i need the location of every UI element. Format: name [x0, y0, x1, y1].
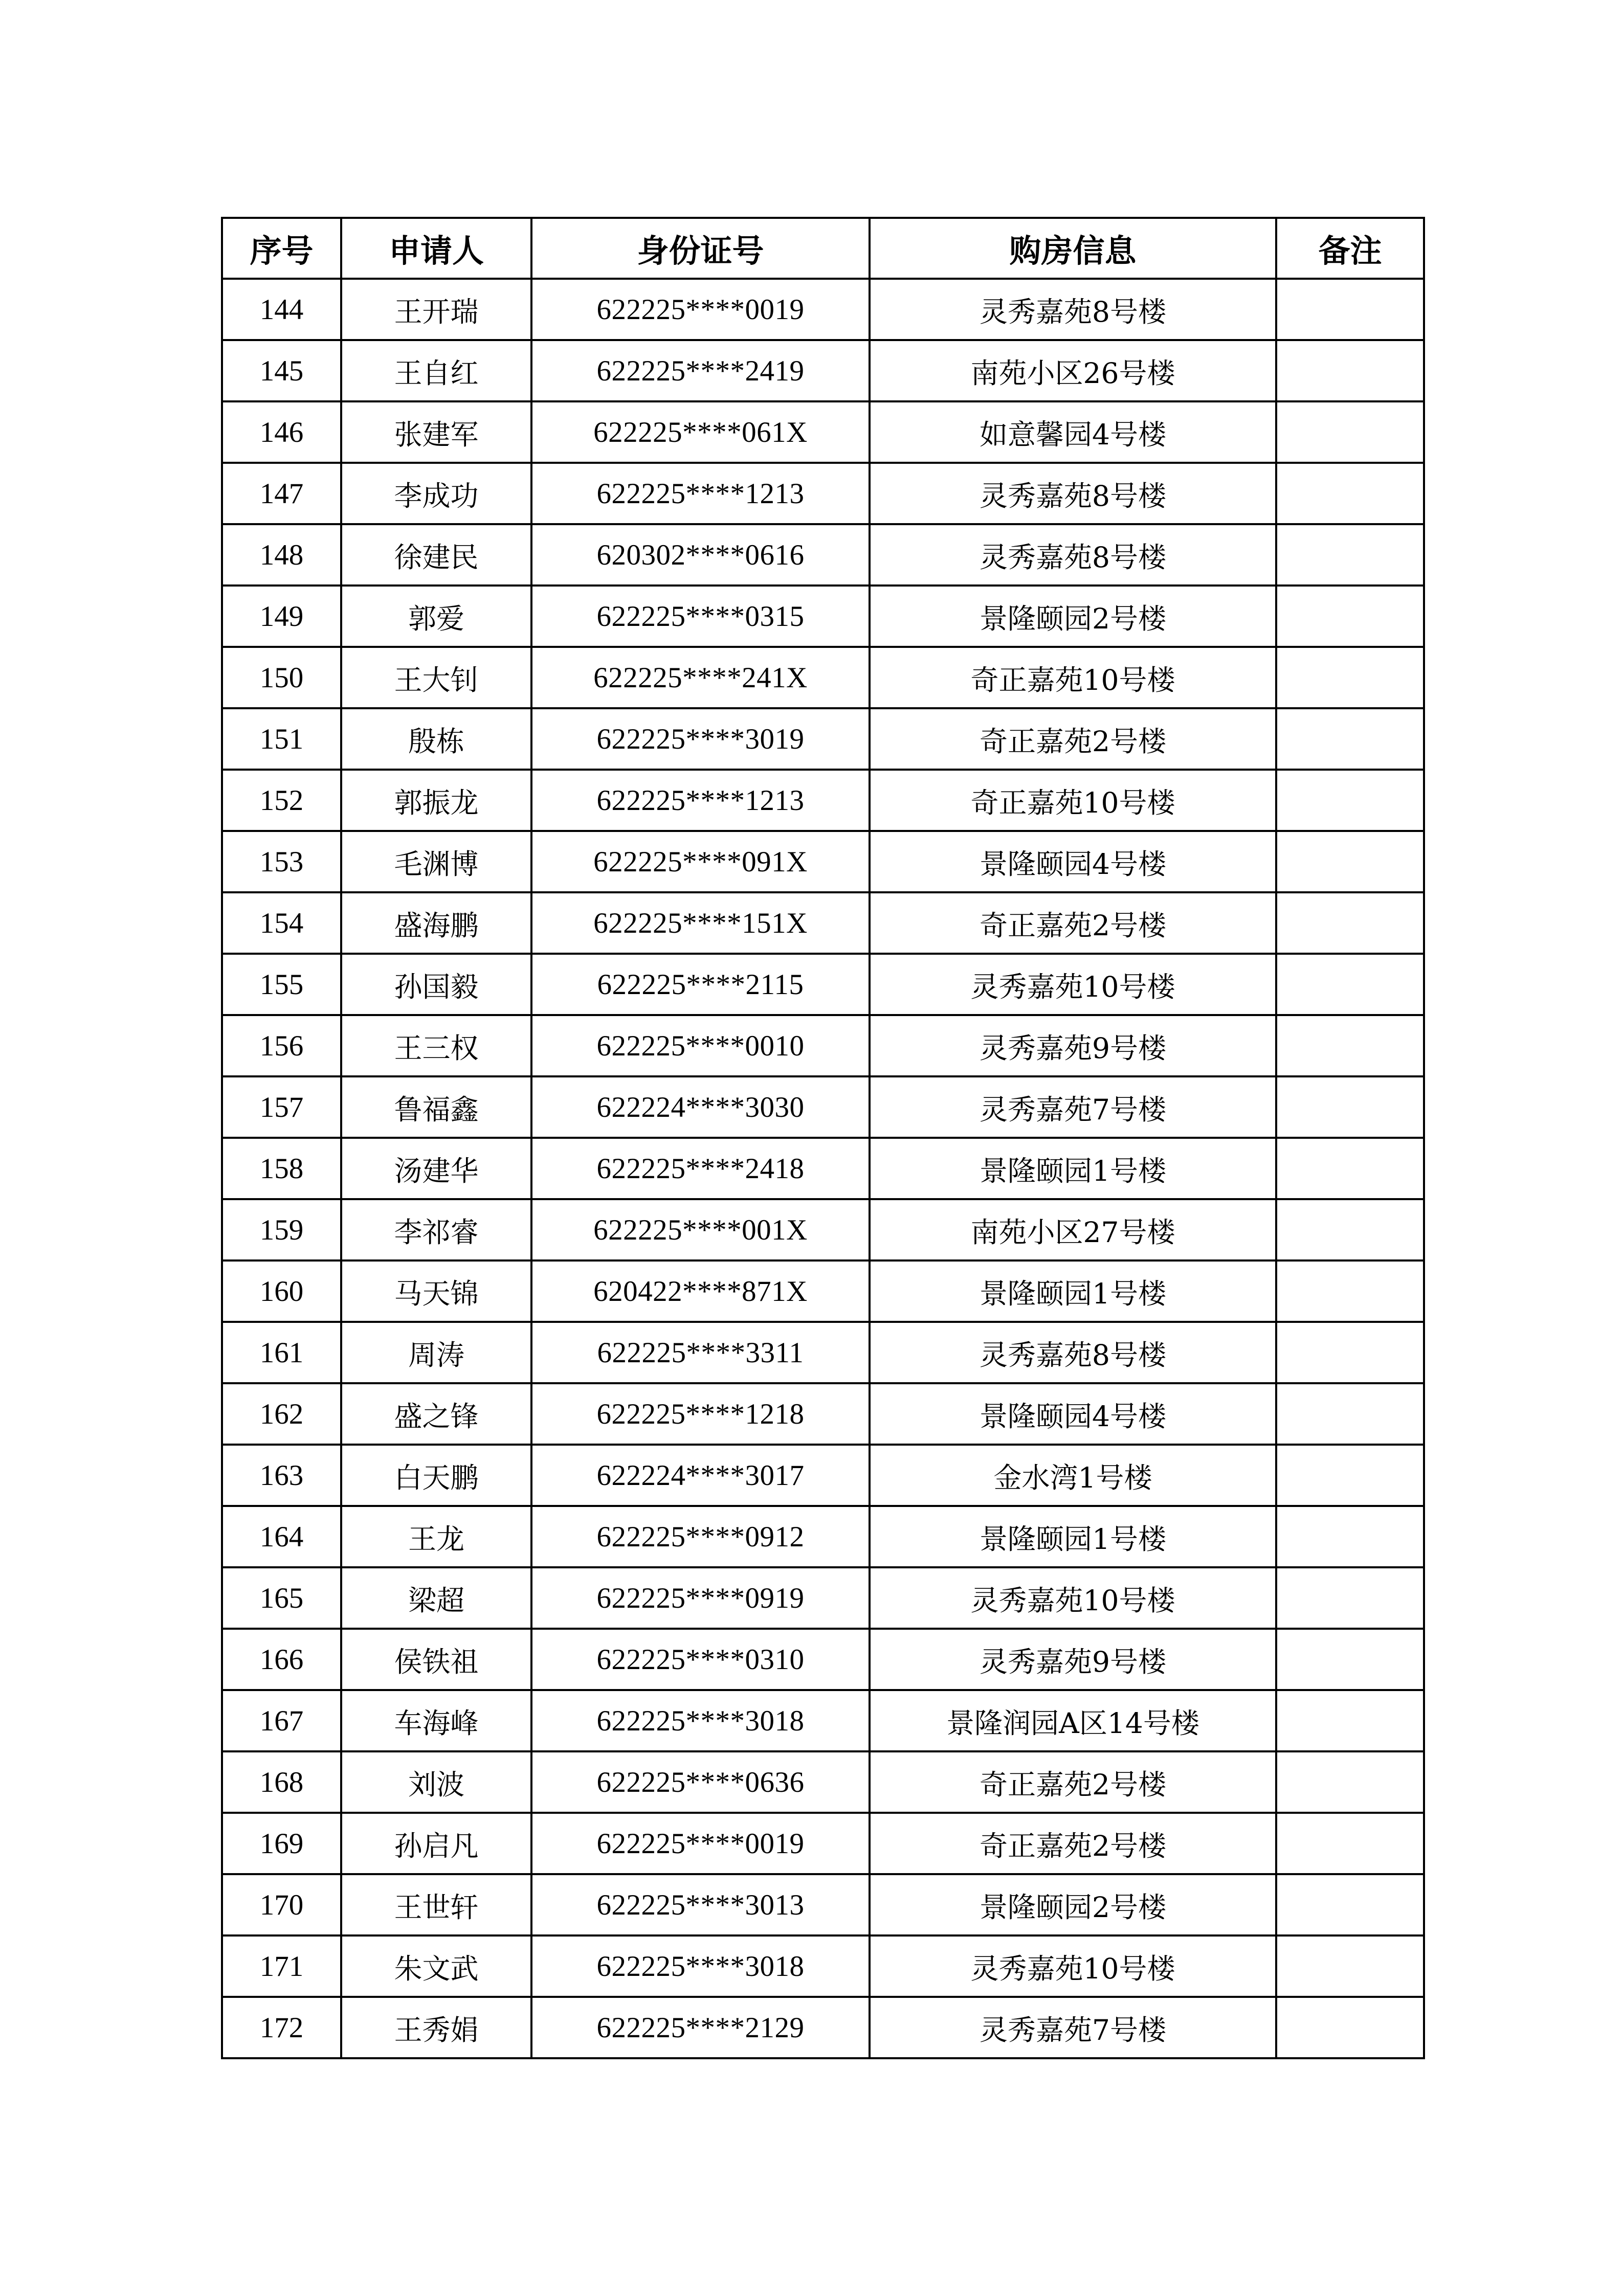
table-row	[222, 340, 1424, 401]
remarks-cell	[1276, 892, 1424, 954]
remarks-cell	[1276, 647, 1424, 708]
table-row	[222, 1445, 1424, 1506]
table-row	[222, 524, 1424, 586]
purchase-info-cell: 灵秀嘉苑9号楼	[870, 1015, 1276, 1076]
purchase-info-cell: 景隆颐园4号楼	[870, 831, 1276, 892]
id-number-cell: 622225****0912	[531, 1506, 870, 1567]
serial-number-cell: 169	[222, 1813, 341, 1874]
table-row	[222, 1138, 1424, 1199]
applicant-name-cell: 王大钊	[341, 647, 531, 708]
id-number-cell: 622225****3018	[531, 1935, 870, 1997]
remarks-cell	[1276, 708, 1424, 770]
id-number-cell: 622224****3017	[531, 1445, 870, 1506]
applicant-name-cell: 盛海鹏	[341, 892, 531, 954]
table-row	[222, 1322, 1424, 1383]
id-number-cell: 622225****0019	[531, 1813, 870, 1874]
serial-number-cell: 146	[222, 401, 341, 463]
purchase-info-cell: 灵秀嘉苑8号楼	[870, 524, 1276, 586]
applicant-name-cell: 王世轩	[341, 1874, 531, 1935]
remarks-cell	[1276, 1322, 1424, 1383]
remarks-cell	[1276, 1813, 1424, 1874]
remarks-cell	[1276, 1567, 1424, 1629]
id-number-cell: 622225****0919	[531, 1567, 870, 1629]
purchase-info-cell: 景隆颐园1号楼	[870, 1138, 1276, 1199]
serial-number-cell: 156	[222, 1015, 341, 1076]
table-row	[222, 1751, 1424, 1813]
applicant-name-cell: 毛渊博	[341, 831, 531, 892]
applicant-name-cell: 张建军	[341, 401, 531, 463]
table-row	[222, 708, 1424, 770]
id-number-cell: 622225****1213	[531, 463, 870, 524]
remarks-cell	[1276, 1997, 1424, 2058]
id-number-cell: 622225****0315	[531, 586, 870, 647]
id-number-cell: 622225****3019	[531, 708, 870, 770]
id-number-cell: 622225****061X	[531, 401, 870, 463]
applicant-name-cell: 车海峰	[341, 1690, 531, 1751]
serial-number-cell: 147	[222, 463, 341, 524]
remarks-cell	[1276, 1506, 1424, 1567]
purchase-info-cell: 灵秀嘉苑7号楼	[870, 1076, 1276, 1138]
purchase-info-cell: 南苑小区27号楼	[870, 1199, 1276, 1260]
purchase-info-cell: 灵秀嘉苑10号楼	[870, 954, 1276, 1015]
header-remarks: 备注	[1276, 218, 1424, 279]
purchase-info-cell: 灵秀嘉苑8号楼	[870, 463, 1276, 524]
table-row	[222, 1567, 1424, 1629]
id-number-cell: 622225****0636	[531, 1751, 870, 1813]
purchase-info-cell: 景隆颐园1号楼	[870, 1506, 1276, 1567]
purchase-info-cell: 奇正嘉苑2号楼	[870, 892, 1276, 954]
serial-number-cell: 145	[222, 340, 341, 401]
serial-number-cell: 150	[222, 647, 341, 708]
table-row	[222, 1199, 1424, 1260]
id-number-cell: 622225****091X	[531, 831, 870, 892]
serial-number-cell: 152	[222, 770, 341, 831]
remarks-cell	[1276, 1015, 1424, 1076]
id-number-cell: 622225****1218	[531, 1383, 870, 1445]
applicant-name-cell: 孙启凡	[341, 1813, 531, 1874]
applicant-name-cell: 鲁福鑫	[341, 1076, 531, 1138]
remarks-cell	[1276, 1874, 1424, 1935]
serial-number-cell: 166	[222, 1629, 341, 1690]
serial-number-cell: 170	[222, 1874, 341, 1935]
remarks-cell	[1276, 831, 1424, 892]
remarks-cell	[1276, 1445, 1424, 1506]
id-number-cell: 620302****0616	[531, 524, 870, 586]
serial-number-cell: 161	[222, 1322, 341, 1383]
serial-number-cell: 148	[222, 524, 341, 586]
applicant-name-cell: 白天鹏	[341, 1445, 531, 1506]
applicant-name-cell: 王秀娟	[341, 1997, 531, 2058]
id-number-cell: 622225****001X	[531, 1199, 870, 1260]
serial-number-cell: 159	[222, 1199, 341, 1260]
id-number-cell: 622225****0010	[531, 1015, 870, 1076]
table-row	[222, 954, 1424, 1015]
table-row	[222, 1260, 1424, 1322]
table-row	[222, 1690, 1424, 1751]
id-number-cell: 622225****3018	[531, 1690, 870, 1751]
id-number-cell: 622225****2418	[531, 1138, 870, 1199]
purchase-info-cell: 如意馨园4号楼	[870, 401, 1276, 463]
applicant-name-cell: 侯铁祖	[341, 1629, 531, 1690]
serial-number-cell: 162	[222, 1383, 341, 1445]
table-row	[222, 1935, 1424, 1997]
applicant-name-cell: 马天锦	[341, 1260, 531, 1322]
purchase-info-cell: 奇正嘉苑2号楼	[870, 1813, 1276, 1874]
applicant-name-cell: 徐建民	[341, 524, 531, 586]
remarks-cell	[1276, 1690, 1424, 1751]
applicant-name-cell: 周涛	[341, 1322, 531, 1383]
remarks-cell	[1276, 1076, 1424, 1138]
serial-number-cell: 158	[222, 1138, 341, 1199]
purchase-info-cell: 灵秀嘉苑9号楼	[870, 1629, 1276, 1690]
remarks-cell	[1276, 1629, 1424, 1690]
header-serial-number: 序号	[222, 218, 341, 279]
id-number-cell: 622225****3013	[531, 1874, 870, 1935]
remarks-cell	[1276, 524, 1424, 586]
id-number-cell: 622225****0019	[531, 279, 870, 340]
table-row	[222, 1076, 1424, 1138]
applicant-name-cell: 王龙	[341, 1506, 531, 1567]
purchase-info-cell: 景隆颐园2号楼	[870, 586, 1276, 647]
remarks-cell	[1276, 279, 1424, 340]
table-row	[222, 1015, 1424, 1076]
applicant-name-cell: 汤建华	[341, 1138, 531, 1199]
purchase-info-cell: 景隆颐园1号楼	[870, 1260, 1276, 1322]
remarks-cell	[1276, 401, 1424, 463]
serial-number-cell: 164	[222, 1506, 341, 1567]
applicant-name-cell: 李成功	[341, 463, 531, 524]
purchase-info-cell: 灵秀嘉苑10号楼	[870, 1935, 1276, 1997]
applicant-name-cell: 梁超	[341, 1567, 531, 1629]
remarks-cell	[1276, 1383, 1424, 1445]
purchase-info-cell: 灵秀嘉苑8号楼	[870, 1322, 1276, 1383]
remarks-cell	[1276, 1199, 1424, 1260]
id-number-cell: 622225****2115	[531, 954, 870, 1015]
serial-number-cell: 144	[222, 279, 341, 340]
remarks-cell	[1276, 586, 1424, 647]
purchase-info-cell: 金水湾1号楼	[870, 1445, 1276, 1506]
applicant-name-cell: 朱文武	[341, 1935, 531, 1997]
table-row	[222, 401, 1424, 463]
applicant-name-cell: 孙国毅	[341, 954, 531, 1015]
applicant-name-cell: 刘波	[341, 1751, 531, 1813]
header-id-number: 身份证号	[531, 218, 870, 279]
serial-number-cell: 165	[222, 1567, 341, 1629]
table-row	[222, 892, 1424, 954]
id-number-cell: 622225****151X	[531, 892, 870, 954]
remarks-cell	[1276, 770, 1424, 831]
id-number-cell: 622225****0310	[531, 1629, 870, 1690]
id-number-cell: 622225****3311	[531, 1322, 870, 1383]
serial-number-cell: 172	[222, 1997, 341, 2058]
serial-number-cell: 155	[222, 954, 341, 1015]
table-row	[222, 279, 1424, 340]
id-number-cell: 622225****2419	[531, 340, 870, 401]
serial-number-cell: 151	[222, 708, 341, 770]
purchase-info-cell: 南苑小区26号楼	[870, 340, 1276, 401]
purchase-info-cell: 灵秀嘉苑7号楼	[870, 1997, 1276, 2058]
serial-number-cell: 157	[222, 1076, 341, 1138]
serial-number-cell: 153	[222, 831, 341, 892]
id-number-cell: 622224****3030	[531, 1076, 870, 1138]
applicant-name-cell: 殷栋	[341, 708, 531, 770]
purchase-info-cell: 奇正嘉苑2号楼	[870, 708, 1276, 770]
serial-number-cell: 154	[222, 892, 341, 954]
table-row	[222, 1997, 1424, 2058]
id-number-cell: 622225****1213	[531, 770, 870, 831]
purchase-info-cell: 景隆颐园2号楼	[870, 1874, 1276, 1935]
table-row	[222, 1629, 1424, 1690]
table-row	[222, 586, 1424, 647]
applicant-name-cell: 盛之锋	[341, 1383, 531, 1445]
serial-number-cell: 149	[222, 586, 341, 647]
table-row	[222, 1506, 1424, 1567]
id-number-cell: 622225****241X	[531, 647, 870, 708]
table-row	[222, 463, 1424, 524]
table-row	[222, 1874, 1424, 1935]
header-applicant: 申请人	[341, 218, 531, 279]
serial-number-cell: 168	[222, 1751, 341, 1813]
purchase-info-cell: 灵秀嘉苑10号楼	[870, 1567, 1276, 1629]
applicant-table	[221, 217, 1425, 2059]
remarks-cell	[1276, 463, 1424, 524]
remarks-cell	[1276, 954, 1424, 1015]
purchase-info-cell: 景隆颐园4号楼	[870, 1383, 1276, 1445]
serial-number-cell: 171	[222, 1935, 341, 1997]
applicant-name-cell: 王三权	[341, 1015, 531, 1076]
table-body	[222, 279, 1424, 2058]
serial-number-cell: 160	[222, 1260, 341, 1322]
applicant-name-cell: 王开瑞	[341, 279, 531, 340]
remarks-cell	[1276, 1260, 1424, 1322]
purchase-info-cell: 奇正嘉苑10号楼	[870, 647, 1276, 708]
applicant-name-cell: 郭振龙	[341, 770, 531, 831]
purchase-info-cell: 奇正嘉苑10号楼	[870, 770, 1276, 831]
table-row	[222, 1383, 1424, 1445]
applicant-name-cell: 李祁睿	[341, 1199, 531, 1260]
applicant-name-cell: 王自红	[341, 340, 531, 401]
id-number-cell: 620422****871X	[531, 1260, 870, 1322]
remarks-cell	[1276, 1751, 1424, 1813]
remarks-cell	[1276, 1935, 1424, 1997]
header-purchase-info: 购房信息	[870, 218, 1276, 279]
table-row	[222, 1813, 1424, 1874]
serial-number-cell: 163	[222, 1445, 341, 1506]
table-row	[222, 831, 1424, 892]
table-row	[222, 647, 1424, 708]
remarks-cell	[1276, 1138, 1424, 1199]
remarks-cell	[1276, 340, 1424, 401]
header-row	[222, 218, 1424, 279]
applicant-name-cell: 郭爱	[341, 586, 531, 647]
purchase-info-cell: 灵秀嘉苑8号楼	[870, 279, 1276, 340]
purchase-info-cell: 景隆润园A区14号楼	[870, 1690, 1276, 1751]
serial-number-cell: 167	[222, 1690, 341, 1751]
id-number-cell: 622225****2129	[531, 1997, 870, 2058]
table-row	[222, 770, 1424, 831]
purchase-info-cell: 奇正嘉苑2号楼	[870, 1751, 1276, 1813]
